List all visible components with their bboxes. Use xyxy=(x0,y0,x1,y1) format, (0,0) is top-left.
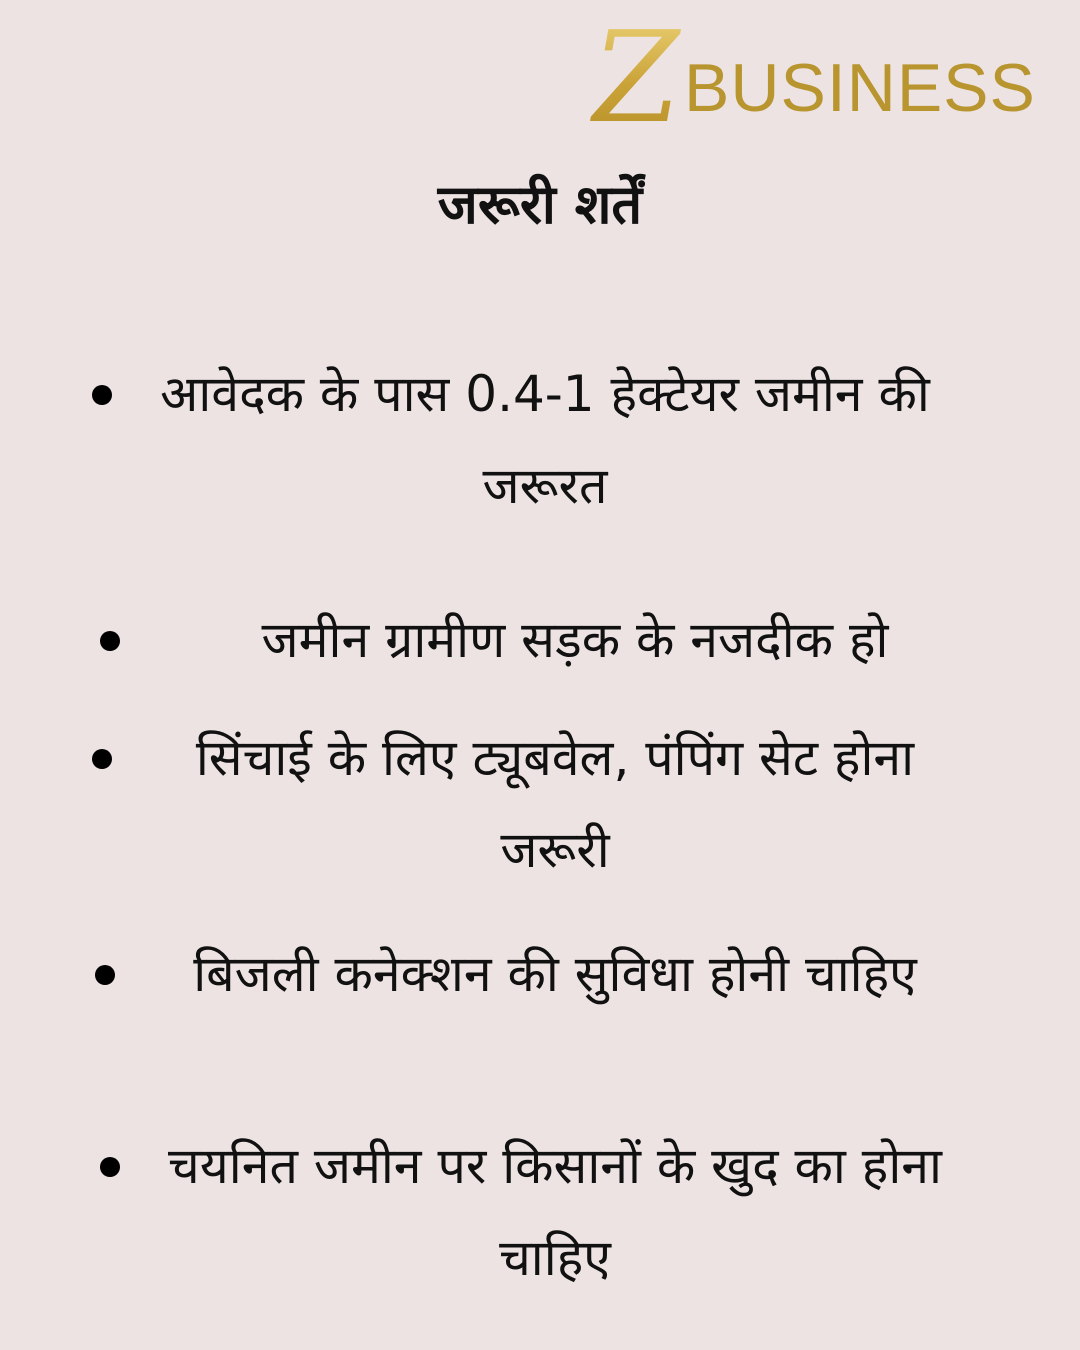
bullet-icon xyxy=(92,385,112,405)
list-item-text: चयनित जमीन पर किसानों के खुद का होना चाहिए xyxy=(168,1137,942,1287)
list-item-text: जमीन ग्रामीण सड़क के नजदीक हो xyxy=(261,611,889,669)
logo-wordmark: BUSINESS xyxy=(684,50,1036,126)
bullet-icon xyxy=(100,1157,120,1177)
bullet-icon xyxy=(95,965,115,985)
list-item-text: सिंचाई के लिए ट्यूबवेल, पंपिंग सेट होना जरूरी xyxy=(195,729,915,879)
logo-z-letter: Z xyxy=(579,4,693,151)
list-item-text: आवेदक के पास 0.4-1 हेक्टेयर जमीन की जरूरत xyxy=(160,365,930,515)
bullet-icon xyxy=(92,749,112,769)
page-title: जरूरी शर्तें xyxy=(437,173,643,236)
list-item-text: बिजली कनेक्शन की सुविधा होनी चाहिए xyxy=(193,945,917,1003)
bullet-icon xyxy=(100,631,120,651)
zbusiness-logo xyxy=(579,4,1042,151)
